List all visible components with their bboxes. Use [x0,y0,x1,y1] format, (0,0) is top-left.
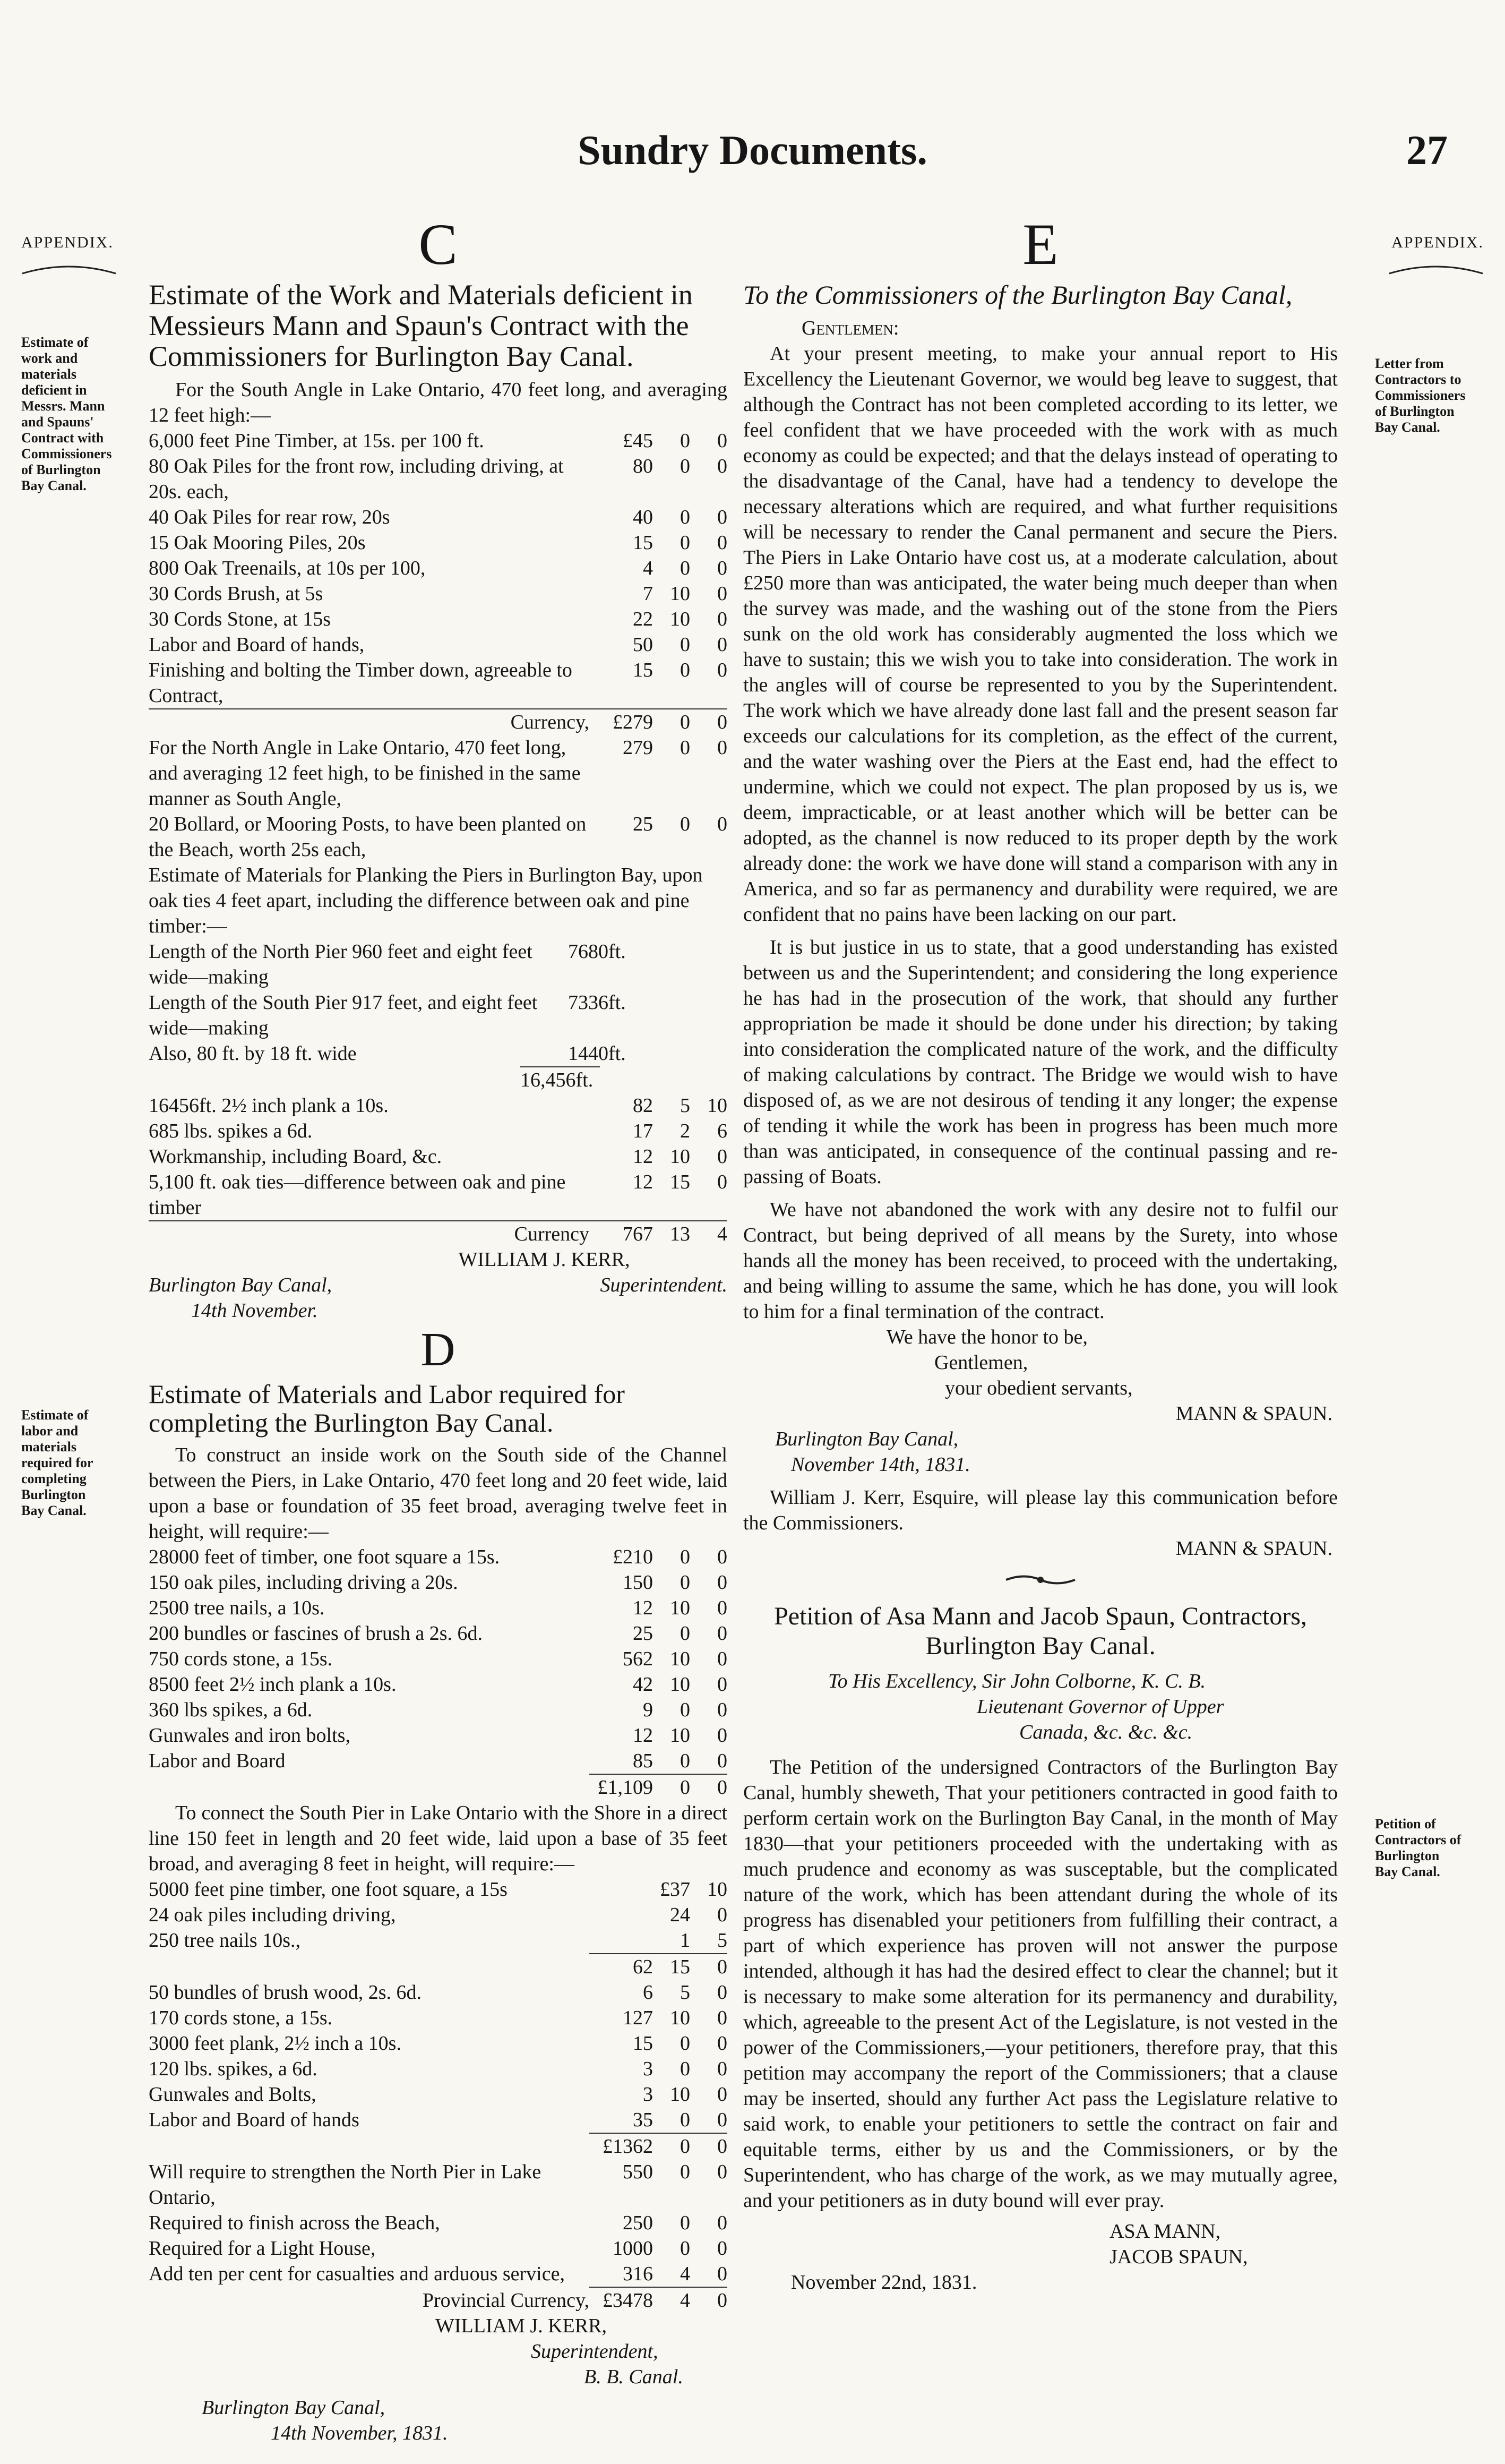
section-d-subtotal-1: £1,109 0 0 [149,1774,727,1800]
ledger-description: 750 cords stone, a 15s. [149,1648,333,1670]
petition-address-3: Canada, &c. &c. &c. [1019,1721,1193,1743]
pence: 0 [717,1597,727,1619]
ledger-description: 2500 tree nails, a 10s. [149,1597,325,1619]
pence: 0 [717,455,727,477]
ledger-row [149,555,727,581]
ledger-row [149,1621,727,1646]
pence: 0 [717,1622,727,1645]
section-d-title: Estimate of Materials and Labor required for completing the Burlington Bay Canal. [149,1379,625,1438]
ledger-row [149,606,727,632]
shillings: 0 [680,2058,690,2080]
ledger-description: Finishing and bolting the Timber down, agreeable to Contract, [149,659,572,707]
pence: 0 [717,1546,727,1568]
pence: 0 [717,1571,727,1594]
pence: 0 [717,583,727,605]
ledger-row [149,530,727,555]
ledger-description: Labor and Board of hands [149,2109,359,2131]
pence: 0 [717,2161,727,2183]
pounds: 80 [633,455,653,477]
pounds: 550 [623,2161,653,2183]
shillings: 0 [680,1546,690,1568]
ledger-row [149,2005,727,2031]
ledger-row [149,1595,727,1621]
shillings: 4 [680,2263,690,2285]
ledger-description: 28000 feet of timber, one foot square a 15s. [149,1546,500,1568]
pence: 10 [707,1094,727,1117]
ledger-description: 5,100 ft. oak ties—difference between oak and pine timber [149,1171,566,1219]
ledger-row [149,1144,727,1169]
shillings: 0 [717,1904,727,1926]
pounds: 250 [623,2212,653,2234]
section-c-lengths [149,939,727,1066]
petition-address-1: To His Excellency, Sir John Colborne, K. C. B. [828,1670,1206,1692]
shillings: 5 [680,1981,690,2004]
pounds: 35 [633,2109,653,2131]
ledger-description: 15 Oak Mooring Piles, 20s [149,532,366,554]
ledger-description: 40 Oak Piles for rear row, 20s [149,506,390,528]
ledger-description: 150 oak piles, including driving a 20s. [149,1571,458,1594]
pence: 0 [717,1750,727,1772]
shillings: 0 [680,2212,690,2234]
section-c-sign-block: Burlington Bay Canal, Superintendent. [149,1274,727,1296]
section-d-inner-items [149,1877,727,1953]
pence: 0 [717,1673,727,1696]
length-row [149,939,727,990]
pounds: 127 [623,2007,653,2029]
ledger-row [149,1646,727,1672]
length-description: Length of the South Pier 917 feet, and eight feet wide—making [149,991,538,1039]
ledger-description: 200 bundles or fascines of brush a 2s. 6d. [149,1622,483,1645]
ledger-description: Workmanship, including Board, &c. [149,1145,442,1168]
ledger-row [149,2210,727,2236]
section-d-sig-title-2: B. B. Canal. [584,2366,683,2388]
pounds: 562 [623,1648,653,1670]
petition-signer-1: ASA MANN, [1110,2220,1221,2243]
section-e-paragraph-1: At your present meeting, to make your annual report to His Excellency the Lieutenant Governor, we would beg leave to suggest, that although the Contract has not been completed according to its letter, we feel confident that we have proceeded with the work with as much economy as could be expected; and that the delays instead of operating to the disadvantage of the Canal, have had a tendency to develope the necessary alterations which are required, and what further requisitions will be necessary to render the Canal permanent and secure the Piers. The Piers in Lake Ontario have cost us, at a moderate calculation, about £250 more than was anticipated, the water being much deeper than when the survey was made, and the washing out of the stone from the Piers sunk on the old work has considerably augmented the loss which we have to sustain; this we wish you to take into consideration. The work in the angles will of course be represented to you by the Superintendent. The work which we have already done last fall and the present season far exceeds our calculations for its completion, as the effect of the current, and the water washing over the Piers at the East end, had the effect to undermine, which we could not expect. The plan proposed by us is, we deem, impracticable, or at least another which will be better can be adopted, as the channel is now reduced to its proper depth by the work already done: the work we have done will stand a comparison with any in America, and so far as permanency and durability were required, we are confident that no pains have been lacking on our part. [743,343,1338,926]
ledger-description: 120 lbs. spikes, a 6d. [149,2058,317,2080]
right-column [743,212,1338,2295]
ledger-description: 30 Cords Brush, at 5s [149,583,323,605]
ledger-row [149,2082,727,2107]
pounds: 85 [633,1750,653,1772]
pounds: 15 [633,2032,653,2055]
shillings: 5 [680,1094,690,1117]
shillings: 10 [670,583,690,605]
pounds: £37 [660,1878,690,1901]
section-letter-c: C [418,212,458,277]
pounds: 15 [633,532,653,554]
section-e-paragraph-3: We have not abandoned the work with any desire not to fulfil our Contract, but being deprived of all means by the Surety, into whose hands all the money has been received, to proceed with the undertaking, and being willing to assume the same, which he has done, you will look to him for a final termination of the contract. [743,1199,1338,1323]
pence: 6 [717,1120,727,1142]
ledger-description: Add ten per cent for casualties and arduous service, [149,2263,565,2285]
shillings: 10 [670,1648,690,1670]
pounds: 9 [643,1699,653,1721]
shillings: 0 [680,1622,690,1645]
pence: 0 [717,2007,727,2029]
ledger-description: Required for a Light House, [149,2237,376,2260]
section-d-signature: WILLIAM J. KERR, [435,2315,607,2337]
section-c-signature: WILLIAM J. KERR, [458,1248,630,1271]
ledger-description: 3000 feet plank, 2½ inch a 10s. [149,2032,401,2055]
pence: 0 [717,608,727,630]
ledger-description: 170 cords stone, a 15s. [149,2007,333,2029]
ledger-description: 24 oak piles including driving, [149,1904,396,1926]
page-number: 27 [1406,127,1448,173]
ledger-row [149,1544,727,1570]
ledger-row [149,2031,727,2056]
shillings: 0 [680,2237,690,2260]
shillings: 10 [670,2007,690,2029]
running-header-title: Sundry Documents. [578,127,927,173]
pounds: £45 [623,430,653,452]
petition-date: November 22nd, 1831. [791,2271,977,2294]
ledger-row [149,581,727,606]
pence: 0 [717,2083,727,2106]
pence: 0 [717,430,727,452]
pounds: £210 [613,1546,653,1568]
pounds: 1000 [613,2237,653,2260]
petition-title-2: Burlington Bay Canal. [925,1632,1156,1660]
ledger-description: 800 Oak Treenails, at 10s per 100, [149,557,426,579]
section-c-lengths-total: 16,456ft. [520,1066,600,1093]
section-c-items-1 [149,428,727,708]
margin-note-d: Estimate of labor and materials required for completing Burlington Bay Canal. [21,1407,93,1518]
shillings: 0 [680,634,690,656]
pounds: 3 [643,2083,653,2106]
ledger-row [149,1672,727,1697]
ledger-row [149,1570,727,1595]
divider-ornament [743,1569,1338,1594]
section-c-total: Currency 767 13 4 [149,1220,727,1247]
ledger-row [149,657,727,708]
shillings: 0 [680,2032,690,2055]
shillings: 0 [680,2109,690,2131]
ledger-row [149,2159,727,2210]
length-value: 1440ft. [568,1042,626,1065]
ledger-row [149,632,727,657]
shillings: 0 [680,506,690,528]
length-value: 7336ft. [568,991,626,1014]
pounds: 1 [680,1929,690,1952]
pence: 0 [717,532,727,554]
shillings: 0 [680,2161,690,2183]
ledger-row [149,1723,727,1748]
shillings: 0 [680,532,690,554]
length-value: 7680ft. [568,940,626,963]
section-e-postscript: William J. Kerr, Esquire, will please lay this communication before the Commissioners. [743,1486,1338,1534]
ledger-description: 6,000 feet Pine Timber, at 15s. per 100 ft. [149,430,484,452]
appendix-label-right: APPENDIX. [1391,234,1484,251]
pounds: 15 [633,659,653,681]
pounds: 7 [643,583,653,605]
shillings: 10 [670,608,690,630]
section-d-date: 14th November, 1831. [271,2422,448,2444]
pounds: 40 [633,506,653,528]
pence: 0 [717,634,727,656]
shillings: 10 [670,2083,690,2106]
pounds: 50 [633,634,653,656]
pounds: 22 [633,608,653,630]
section-e-closing-3: your obedient servants, [945,1377,1133,1399]
ledger-description: 80 Oak Piles for the front row, including driving, at 20s. each, [149,455,564,503]
margin-note-petition: Petition of Contractors of Burlington Bay Canal. [1375,1816,1461,1879]
shillings: 15 [670,1171,690,1193]
margin-note-c: Estimate of work and materials deficient in Messrs. Mann and Spauns' Contract with Commissioners of Burlington Bay Canal. [21,335,112,493]
ornament-icon [1003,1572,1078,1588]
left-column [149,212,727,2446]
pence: 0 [717,2109,727,2131]
shillings: 10 [670,1597,690,1619]
pounds: 42 [633,1673,653,1696]
ledger-row [149,1748,727,1774]
section-d-intro: To construct an inside work on the South side of the Channel between the Piers, in Lake Ontario, 470 feet long and 20 feet wide, laid upon a base or foundation of 35 feet broad, averaging twelve feet in height, will require:— [149,1444,727,1543]
pence: 0 [717,1648,727,1670]
pounds: 12 [633,1597,653,1619]
ledger-description: Gunwales and Bolts, [149,2083,316,2106]
section-e-closing-1: We have the honor to be, [887,1326,1088,1348]
petition-title-1: Petition of Asa Mann and Jacob Spaun, Contractors, [774,1602,1307,1630]
pounds: 24 [670,1904,690,1926]
pence: 0 [717,2032,727,2055]
section-e-salutation: Gentlemen: [802,317,899,339]
swoosh-ornament-left [21,263,117,275]
pounds: 12 [633,1724,653,1747]
ledger-row [149,1928,727,1953]
section-c-planking-intro: Estimate of Materials for Planking the Piers in Burlington Bay, upon oak ties 4 feet apart, including the difference between oak and pine timber:— [149,864,703,937]
section-e-closing-2: Gentlemen, [934,1351,1028,1374]
ledger-description: 360 lbs spikes, a 6d. [149,1699,313,1721]
shillings: 0 [680,455,690,477]
pounds: 12 [633,1145,653,1168]
pounds: 12 [633,1171,653,1193]
pounds: 25 [633,1622,653,1645]
shillings: 10 [670,1724,690,1747]
ledger-description: 30 Cords Stone, at 15s [149,608,331,630]
pence: 0 [717,506,727,528]
section-e-place: Burlington Bay Canal, [775,1428,959,1450]
ledger-description: 685 lbs. spikes a 6d. [149,1120,313,1142]
pounds: 150 [623,1571,653,1594]
pounds: 17 [633,1120,653,1142]
margin-note-e: Letter from Contractors to Commissioners of Burlington Bay Canal. [1375,356,1466,435]
length-description: Length of the North Pier 960 feet and eight feet wide—making [149,940,532,988]
pounds: 82 [633,1094,653,1117]
section-d-connect-intro: To connect the South Pier in Lake Ontario with the Shore in a direct line 150 feet in length and 20 feet wide, laid upon a base of 35 feet broad, and averaging 8 feet in height, will require:— [149,1802,727,1875]
section-e-paragraph-2: It is but justice in us to state, that a good understanding has existed between us and the Superintendent; and considering the long experience he has had in the prosecution of the work, that should any further appropriation be made it should be done under his direction; by taking into consideration the complicated nature of the work, and the difficulty of making calculations by contract. The Bridge we would wish to have disposed of, as we are not desirous of tending it any longer; the expense of tending it while the work has been in progress has been much more than was anticipated, in consequence of the continual passing and re-passing of Boats. [743,936,1338,1188]
shillings: 10 [707,1878,727,1901]
section-e-signers: MANN & SPAUN. [1175,1402,1332,1425]
section-e-signers-2: MANN & SPAUN. [1175,1537,1332,1560]
section-d-subtotal-2: £1362 0 0 [149,2133,727,2159]
shillings: 0 [680,1750,690,1772]
length-description: Also, 80 ft. by 18 ft. wide [149,1042,357,1065]
section-e-date: November 14th, 1831. [791,1453,970,1476]
pounds: 6 [643,1981,653,2004]
section-d-inner-total: 62 15 0 [149,1953,727,1980]
ledger-row [149,1877,727,1902]
ledger-row [149,2261,727,2287]
section-c-items-2 [149,1093,727,1220]
ledger-row [149,1118,727,1144]
ledger-row [149,1093,727,1118]
length-row [149,1041,727,1066]
ledger-description: 250 tree nails 10s., [149,1929,301,1952]
section-e-heading: To the Commissioners of the Burlington Bay Canal, [743,280,1293,310]
section-c-title: Estimate of the Work and Materials deficient in Messieurs Mann and Spaun's Contract with the Commissioners for Burlington Bay Canal. [149,279,693,372]
pence: 0 [717,1145,727,1168]
pounds: 4 [643,557,653,579]
ledger-row [149,1980,727,2005]
section-c-north-angle: For the North Angle in Lake Ontario, 470 feet long, and averaging 12 feet high, to be finished in the same manner as South Angle, 279 0 0 [149,737,727,810]
section-c-date: 14th November. [191,1299,318,1322]
section-d-items-1 [149,1544,727,1774]
pence: 0 [717,2263,727,2285]
ledger-description: Required to finish across the Beach, [149,2212,440,2234]
pence: 0 [717,2212,727,2234]
ledger-description: Will require to strengthen the North Pier in Lake Ontario, [149,2161,541,2209]
pence: 0 [717,1699,727,1721]
shillings: 0 [680,1699,690,1721]
ledger-description: Labor and Board of hands, [149,634,365,656]
ledger-row [149,2236,727,2261]
ledger-description: Gunwales and iron bolts, [149,1724,350,1747]
pence: 0 [717,1724,727,1747]
petition-signer-2: JACOB SPAUN, [1110,2246,1248,2268]
section-d-sig-title-1: Superintendent, [531,2340,658,2363]
ledger-row [149,1697,727,1723]
ledger-description: 50 bundles of brush wood, 2s. 6d. [149,1981,422,2004]
section-c-subtotal: Currency, £279 0 0 [149,708,727,735]
pounds: 316 [623,2263,653,2285]
ledger-row [149,504,727,530]
swoosh-ornament-right [1388,263,1484,275]
ledger-row [149,1169,727,1220]
pence: 0 [717,557,727,579]
pence: 0 [717,2058,727,2080]
section-c-bollard: 20 Bollard, or Mooring Posts, to have been planted on the Beach, worth 25s each, 25 0 0 [149,813,727,861]
pounds: 3 [643,2058,653,2080]
ledger-description: 16456ft. 2½ inch plank a 10s. [149,1094,389,1117]
shillings: 0 [680,557,690,579]
ledger-row [149,454,727,504]
pence: 0 [717,1171,727,1193]
shillings: 10 [670,1145,690,1168]
shillings: 0 [680,1571,690,1594]
pence: 0 [717,659,727,681]
shillings: 2 [680,1120,690,1142]
section-letter-d: D [420,1323,455,1376]
ledger-row [149,1902,727,1928]
ledger-row [149,2056,727,2082]
ledger-row [149,428,727,454]
section-d-items-2 [149,1980,727,2133]
pence: 0 [717,1981,727,2004]
petition-address-2: Lieutenant Governor of Upper [977,1696,1224,1718]
appendix-label-left: APPENDIX. [21,234,114,251]
section-d-place: Burlington Bay Canal, [202,2397,385,2419]
shillings: 5 [717,1929,727,1952]
shillings: 10 [670,1673,690,1696]
length-row [149,990,727,1041]
ledger-row [149,2107,727,2133]
section-letter-e: E [1022,212,1059,277]
section-d-items-3 [149,2159,727,2287]
section-c-intro: For the South Angle in Lake Ontario, 470 feet long, and averaging 12 feet high:— [149,379,727,426]
ledger-description: 8500 feet 2½ inch plank a 10s. [149,1673,397,1696]
pence: 0 [717,2237,727,2260]
shillings: 0 [680,659,690,681]
ledger-description: Labor and Board [149,1750,286,1772]
ledger-description: 5000 feet pine timber, one foot square, a 15s [149,1878,508,1901]
petition-body: The Petition of the undersigned Contractors of the Burlington Bay Canal, humbly sheweth, That your petitioners contracted in good faith to perform certain work on the Burlington Bay Canal, in the month of May 1830—that your petitioners proceeded with the undertaking with as much prudence and economy as was susceptable, but the complicated nature of the work, which has been attendant during the whole of its progress has disenabled your petitioners from fulfilling their contract, a part of which experience has proven will not answer the purpose intended, although it has had the desired effect to clear the channel; but it is necessary to make some alteration for its permanency and durability, which, agreeable to the present Act of the Legislature, is not vested in the power of the Commissioners,—your petitioners, therefore pray, that this petition may accompany the report of the Commissioners; that a clause may be inserted, should any further Act pass the Legislature relative to said work, to enable your petitioners to settle the contract on fair and equitable terms, either by us and the Commissioners, or by the Superintendent, who has charge of the work, as we may mutually agree, and your petitioners as in duty bound will ever pray. [743,1756,1338,2212]
shillings: 0 [680,430,690,452]
section-d-total: Provincial Currency, £3478 4 0 [149,2287,727,2313]
